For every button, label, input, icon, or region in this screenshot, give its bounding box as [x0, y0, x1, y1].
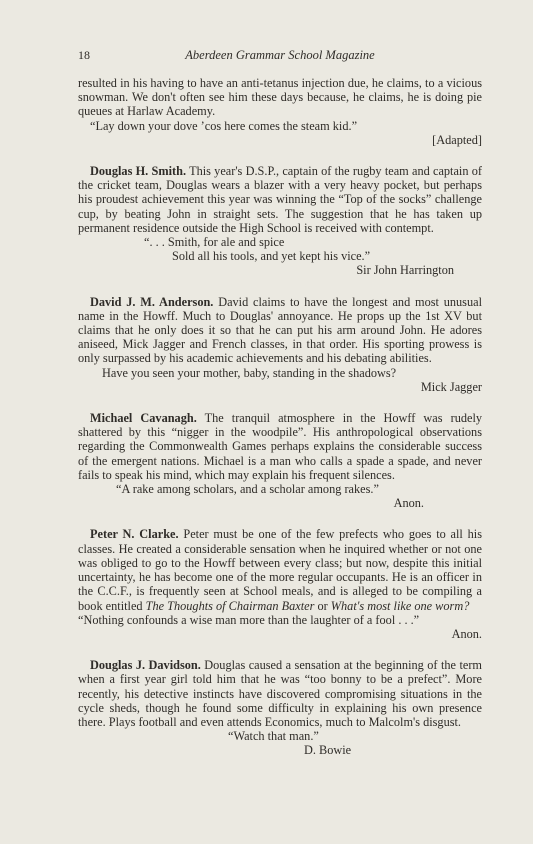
- entry-quote: “Watch that man.”: [228, 729, 319, 744]
- entry-paragraph: [78, 527, 482, 612]
- entry-quote: “Nothing confounds a wise man more than the laughter of a fool . . .”: [78, 612, 420, 627]
- entry-david-anderson: [78, 295, 482, 394]
- entry-attribution: Mick Jagger: [420, 379, 482, 394]
- intro-text: resulted in his having to have an anti-tetanus injection due, he claims, to a vicious snowman. We don't often see him these days because, he claims, he is doing pie queues at Harlaw Academy.: [78, 76, 482, 119]
- entry-paragraph: [78, 164, 482, 235]
- entry-douglas-smith: [78, 164, 482, 278]
- entry-attribution: Anon.: [393, 496, 424, 511]
- entry-text: Peter must be one of the few prefects who goes to all his classes. He created a considerable sensation when he inquired whether or not one was obliged to go to the Howff between every class; but now, despite this initial uncertainty, he has become one of the more regular occupants. He is an officer in the C.C.F., is frequently seen at School meals, and is alleged to be compiling a book entitled: [78, 527, 482, 613]
- entry-paragraph: [78, 295, 482, 366]
- intro-attribution: [Adapted]: [432, 132, 482, 147]
- entry-name: Douglas H. Smith.: [90, 164, 187, 179]
- entry-douglas-davidson: [78, 658, 482, 757]
- entry-quote: “A rake among scholars, and a scholar among rakes.”: [116, 482, 379, 497]
- entry-paragraph: [78, 411, 482, 482]
- book-joiner: or: [314, 598, 331, 613]
- entry-name: Peter N. Clarke.: [90, 527, 179, 542]
- entry-quote: Have you seen your mother, baby, standing in the shadows?: [102, 365, 397, 380]
- entry-text: Douglas caused a sensation at the beginning of the term when a first year girl told him that he was “too bonny to be a prefect”. More recently, his detective instincts have discovered compromising situations in the cycle sheds, though he found some difficulty in explaining his own presence there. Plays football and even attends Economics, much to Malcolm's disgust.: [78, 658, 482, 729]
- entry-peter-clarke: [78, 527, 482, 641]
- entry-attribution: Anon.: [451, 626, 482, 641]
- intro-block: [78, 76, 482, 147]
- entry-quote-line2: Sold all his tools, and yet kept his vice.”: [172, 249, 371, 264]
- intro-quote: “Lay down your dove ’cos here comes the steam kid.”: [90, 118, 358, 133]
- entry-michael-cavanagh: [78, 411, 482, 510]
- entry-text: David claims to have the longest and most unusual name in the Howff. Much to Douglas' annoyance. He props up the 1st XV but claims that he only does it so that he can put his arm around John. He adores aniseed, Mick Jagger and French classes, in that order. His sporting prowess is only surpassed by his academic achievements and his debating abilities.: [78, 294, 482, 366]
- entry-text: This year's D.S.P., captain of the rugby team and captain of the cricket team, Douglas wears a blazer with a very heavy pocket, but perhaps his proudest achievement this year was winning the “Top of the socks” challenge cup, by beating John in straight sets. The suggestion that he has taken up permanent residence outside the High School is received with contempt.: [78, 164, 482, 235]
- entry-paragraph: [78, 658, 482, 729]
- book-title-2: What's most like one worm?: [330, 598, 470, 613]
- entry-name: Michael Cavanagh.: [90, 411, 197, 426]
- entry-name: Douglas J. Davidson.: [90, 658, 201, 673]
- book-title-1: The Thoughts of Chairman Baxter: [145, 598, 315, 613]
- magazine-page: [78, 48, 482, 758]
- entry-text: The tranquil atmosphere in the Howff was rudely shattered by this “nigger in the woodpile”. His anthropological observations regarding the Commonwealth Games perhaps explains the considerable success of the emergent nations. Michael is a man who calls a spade a spade, and never fails to speak his mind, which may explain his frequent silences.: [78, 411, 483, 482]
- page-number: 18: [78, 48, 90, 62]
- entry-attribution: Sir John Harrington: [356, 263, 454, 278]
- entry-quote-line1: “. . . Smith, for ale and spice: [144, 235, 285, 250]
- entry-attribution: D. Bowie: [304, 743, 352, 758]
- page-header: [78, 48, 482, 66]
- entry-name: David J. M. Anderson.: [90, 294, 214, 309]
- magazine-title: Aberdeen Grammar School Magazine: [185, 48, 375, 62]
